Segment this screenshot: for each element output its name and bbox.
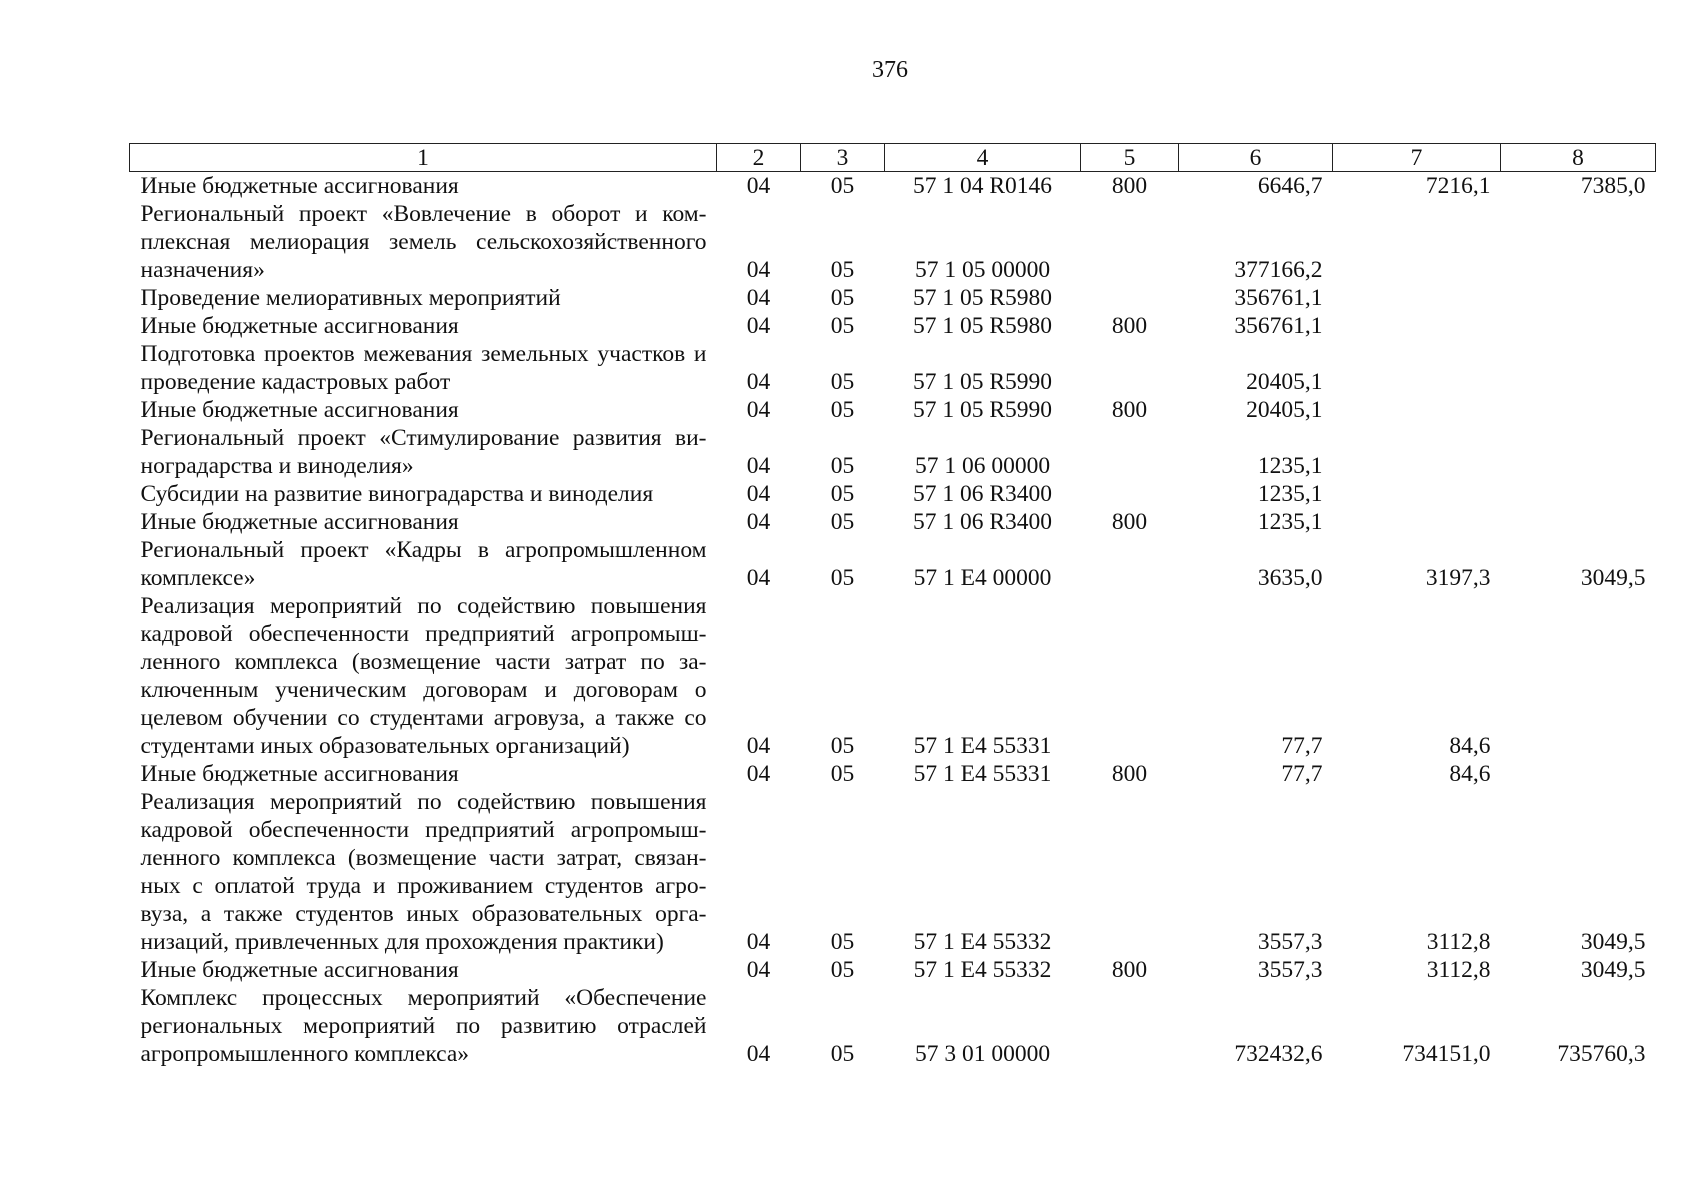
table-row: [130, 312, 1656, 340]
row-subsection: 05: [830, 369, 855, 395]
table-row: [130, 284, 1656, 312]
row-amount-year-2: [1333, 396, 1501, 424]
row-name: Иные бюджетные ассигнования: [140, 397, 459, 423]
row-name: Подготовка проектов межевания земельных участков и проведение кадастровых работ: [140, 341, 707, 395]
row-target-code: 57 1 06 00000: [914, 453, 1051, 479]
row-amount-year-3: 3049,5: [1580, 929, 1646, 955]
row-section: 04: [746, 257, 771, 283]
row-name: Субсидии на развитие виноградарства и виноделия: [140, 481, 654, 507]
header-col-4: 4: [885, 144, 1081, 172]
row-name: Региональный проект «Кадры в агропромышленном комплексе»: [140, 537, 707, 591]
row-target-code: 57 1 05 R5990: [912, 369, 1053, 395]
row-amount-year-2: 3112,8: [1426, 929, 1491, 955]
row-amount-year-1: 356761,1: [1234, 285, 1323, 311]
row-subsection: 05: [830, 481, 855, 507]
row-expense-type: [1081, 284, 1179, 312]
row-expense-type: 800: [1111, 957, 1148, 983]
header-col-1: 1: [130, 144, 717, 172]
row-section: 04: [746, 1041, 771, 1067]
table-row: [130, 536, 1656, 592]
row-amount-year-1: 377166,2: [1234, 257, 1323, 283]
table-row: [130, 508, 1656, 536]
table-row: [130, 396, 1656, 424]
row-amount-year-2: [1333, 340, 1501, 396]
row-section: 04: [746, 453, 771, 479]
row-expense-type: 800: [1111, 173, 1148, 199]
row-target-code: 57 1 05 R5990: [912, 397, 1053, 423]
row-name: Проведение мелиоративных мероприятий: [140, 285, 561, 311]
row-amount-year-2: [1333, 424, 1501, 480]
row-amount-year-3: [1501, 592, 1656, 760]
row-section: 04: [746, 313, 771, 339]
row-target-code: 57 1 Е4 55332: [913, 929, 1052, 955]
row-amount-year-3: [1501, 284, 1656, 312]
row-target-code: 57 1 05 00000: [914, 257, 1051, 283]
table-row: [130, 480, 1656, 508]
row-amount-year-2: 84,6: [1449, 733, 1491, 759]
row-section: 04: [746, 481, 771, 507]
row-amount-year-3: [1501, 760, 1656, 788]
row-expense-type: 800: [1111, 509, 1148, 535]
row-amount-year-3: [1501, 312, 1656, 340]
row-expense-type: [1081, 200, 1179, 284]
row-amount-year-2: [1333, 508, 1501, 536]
row-target-code: 57 1 Е4 55331: [913, 733, 1052, 759]
row-amount-year-2: [1333, 480, 1501, 508]
row-expense-type: 800: [1111, 761, 1148, 787]
row-section: 04: [746, 509, 771, 535]
table-row: [130, 760, 1656, 788]
row-amount-year-1: 77,7: [1281, 761, 1323, 787]
row-target-code: 57 1 Е4 55331: [913, 761, 1052, 787]
table-row: [130, 424, 1656, 480]
table-row: [130, 172, 1656, 201]
row-amount-year-3: [1501, 508, 1656, 536]
row-name: Иные бюджетные ассигнования: [140, 761, 459, 787]
row-subsection: 05: [830, 565, 855, 591]
row-amount-year-1: 1235,1: [1257, 509, 1323, 535]
row-section: 04: [746, 173, 771, 199]
row-amount-year-1: 3635,0: [1257, 565, 1323, 591]
row-subsection: 05: [830, 733, 855, 759]
row-amount-year-1: 6646,7: [1257, 173, 1323, 199]
row-name: Региональный проект «Вовлечение в оборот и ком-плексная мелиорация земель сельскохозяйственного назначения»: [140, 201, 707, 283]
table-row: [130, 340, 1656, 396]
row-name: Региональный проект «Стимулирование развития ви-ноградарства и виноделия»: [140, 425, 707, 479]
header-col-6: 6: [1179, 144, 1333, 172]
row-amount-year-3: 3049,5: [1580, 565, 1646, 591]
row-amount-year-1: 3557,3: [1257, 929, 1323, 955]
row-section: 04: [746, 929, 771, 955]
row-subsection: 05: [830, 453, 855, 479]
row-name: Иные бюджетные ассигнования: [140, 173, 459, 199]
header-row: [130, 144, 1656, 172]
row-name: Иные бюджетные ассигнования: [140, 957, 459, 983]
row-section: 04: [746, 369, 771, 395]
row-target-code: 57 1 05 R5980: [912, 313, 1053, 339]
row-expense-type: [1081, 536, 1179, 592]
row-section: 04: [746, 565, 771, 591]
row-expense-type: [1081, 340, 1179, 396]
header-col-7: 7: [1333, 144, 1501, 172]
row-subsection: 05: [830, 509, 855, 535]
row-name: Иные бюджетные ассигнования: [140, 313, 459, 339]
row-amount-year-2: 7216,1: [1425, 173, 1491, 199]
row-expense-type: 800: [1111, 313, 1148, 339]
row-expense-type: 800: [1111, 397, 1148, 423]
row-subsection: 05: [830, 313, 855, 339]
row-expense-type: [1081, 984, 1179, 1068]
row-subsection: 05: [830, 957, 855, 983]
row-amount-year-2: 734151,0: [1402, 1041, 1491, 1067]
row-target-code: 57 1 Е4 00000: [913, 565, 1052, 591]
table-row: [130, 984, 1656, 1068]
row-subsection: 05: [830, 257, 855, 283]
row-amount-year-3: [1501, 200, 1656, 284]
row-amount-year-1: 3557,3: [1257, 957, 1323, 983]
row-name: Комплекс процессных мероприятий «Обеспечение региональных мероприятий по развитию отраслей агропромышленного комплекса»: [140, 985, 707, 1067]
row-target-code: 57 1 Е4 55332: [913, 957, 1052, 983]
row-amount-year-1: 732432,6: [1234, 1041, 1323, 1067]
row-name: Реализация мероприятий по содействию повышения кадровой обеспеченности предприятий агропромыш-ленного комплекса (возмещение части затрат по за-ключенным ученическим договорам и договорам о целевом обучении со студентами агровуза, а также со студентами иных образовательных организаций): [140, 593, 707, 759]
row-amount-year-3: [1501, 396, 1656, 424]
row-amount-year-3: 3049,5: [1580, 957, 1646, 983]
row-subsection: 05: [830, 761, 855, 787]
header-col-8: 8: [1501, 144, 1656, 172]
row-amount-year-3: 735760,3: [1557, 1041, 1646, 1067]
row-expense-type: [1081, 480, 1179, 508]
row-subsection: 05: [830, 929, 855, 955]
row-expense-type: [1081, 592, 1179, 760]
row-section: 04: [746, 957, 771, 983]
page-number: 376: [872, 57, 908, 83]
row-amount-year-2: 3112,8: [1426, 957, 1491, 983]
row-amount-year-1: 77,7: [1281, 733, 1323, 759]
row-amount-year-2: 3197,3: [1425, 565, 1491, 591]
row-subsection: 05: [830, 397, 855, 423]
header-col-2: 2: [717, 144, 801, 172]
row-amount-year-1: 1235,1: [1257, 481, 1323, 507]
row-amount-year-1: 1235,1: [1257, 453, 1323, 479]
row-target-code: 57 3 01 00000: [914, 1041, 1051, 1067]
row-subsection: 05: [830, 1041, 855, 1067]
row-amount-year-1: 20405,1: [1246, 369, 1323, 395]
row-amount-year-1: 20405,1: [1246, 397, 1323, 423]
row-section: 04: [746, 397, 771, 423]
row-subsection: 05: [830, 285, 855, 311]
row-name: Иные бюджетные ассигнования: [140, 509, 459, 535]
row-target-code: 57 1 04 R0146: [912, 173, 1053, 199]
row-amount-year-2: [1333, 284, 1501, 312]
header-col-3: 3: [801, 144, 885, 172]
row-amount-year-3: [1501, 480, 1656, 508]
table-row: [130, 956, 1656, 984]
header-col-5: 5: [1081, 144, 1179, 172]
row-subsection: 05: [830, 173, 855, 199]
table-row: [130, 592, 1656, 760]
row-amount-year-3: 7385,0: [1580, 173, 1646, 199]
row-amount-year-3: [1501, 340, 1656, 396]
table-row: [130, 788, 1656, 956]
row-target-code: 57 1 06 R3400: [912, 509, 1053, 535]
row-section: 04: [746, 733, 771, 759]
table-body: [130, 172, 1656, 1069]
row-expense-type: [1081, 788, 1179, 956]
row-amount-year-2: [1333, 312, 1501, 340]
row-name: Реализация мероприятий по содействию повышения кадровой обеспеченности предприятий агропромыш-ленного комплекса (возмещение части затрат, связан-ных с оплатой труда и проживанием студентов агро-вуза, а также студентов иных образовательных орга-низаций, привлеченных для прохождения практики): [140, 789, 707, 955]
row-section: 04: [746, 761, 771, 787]
row-expense-type: [1081, 424, 1179, 480]
row-target-code: 57 1 05 R5980: [912, 285, 1053, 311]
row-amount-year-3: [1501, 424, 1656, 480]
budget-table: [129, 143, 1656, 1068]
row-section: 04: [746, 285, 771, 311]
row-amount-year-2: [1333, 200, 1501, 284]
row-target-code: 57 1 06 R3400: [912, 481, 1053, 507]
table-header: [130, 144, 1656, 172]
row-amount-year-1: 356761,1: [1234, 313, 1323, 339]
table-row: [130, 200, 1656, 284]
row-amount-year-2: 84,6: [1449, 761, 1491, 787]
